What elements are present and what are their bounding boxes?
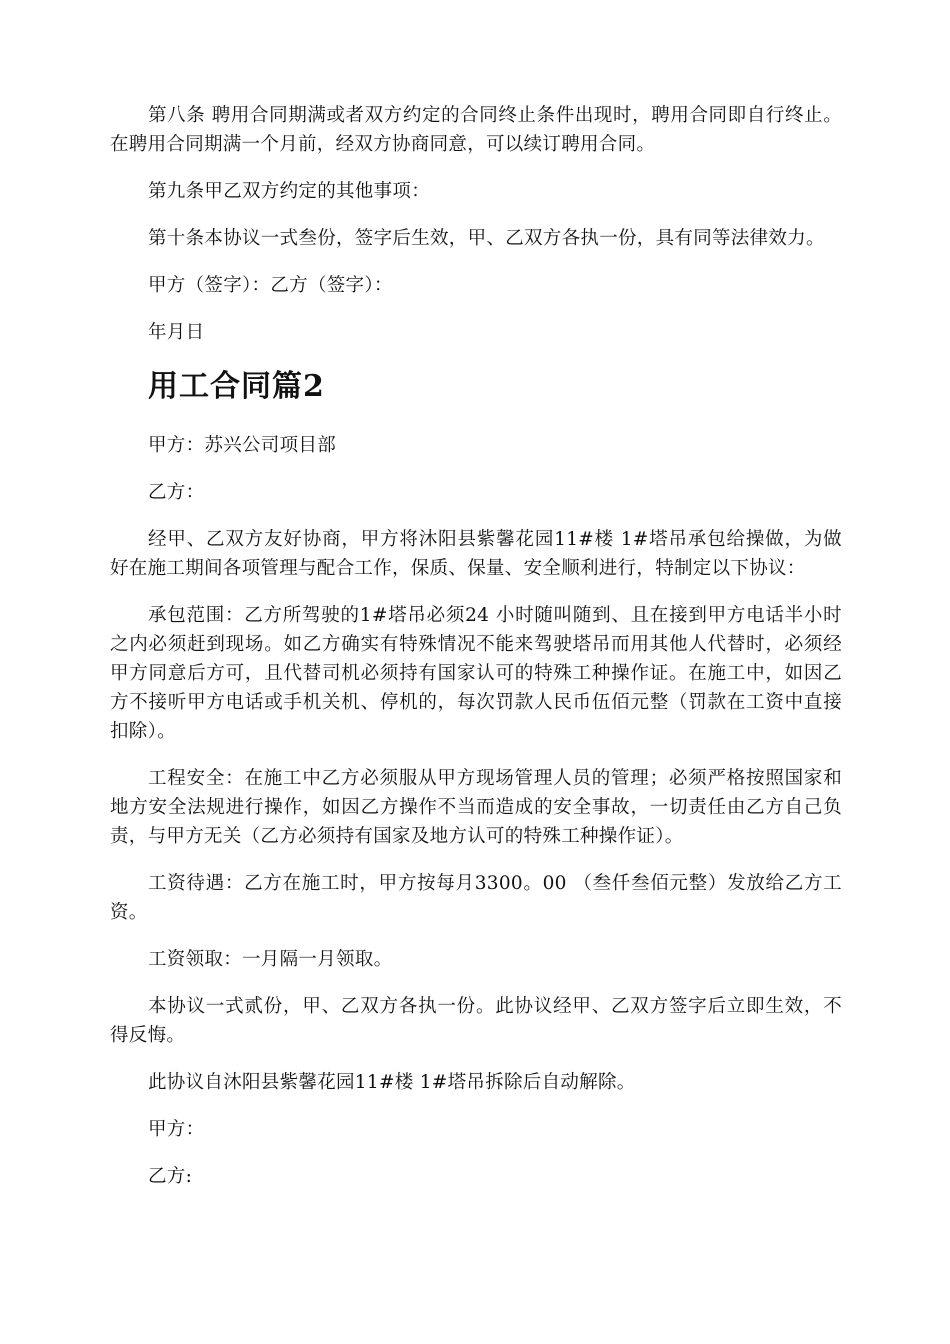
safety-paragraph: 工程安全：在施工中乙方必须服从甲方现场管理人员的管理；必须严格按照国家和地方安全法规进行操作，如因乙方操作不当而造成的安全事故，一切责任由乙方自己负责，与甲方无关（乙方必须持有国家及地方认可的特殊工种操作证）。 <box>110 768 842 847</box>
party-a-line: 甲方：苏兴公司项目部 <box>148 435 337 456</box>
scope-paragraph: 承包范围：乙方所驾驶的1#塔吊必须24 小时随叫随到、且在接到甲方电话半小时之内必须赶到现场。如乙方确实有特殊情况不能来驾驶塔吊而用其他人代替时，必须经甲方同意后方可，且代替司机必须持有国家认可的特殊工种操作证。在施工中，如因乙方不接听甲方电话或手机关机、停机的，每次罚款人民币伍佰元整（罚款在工资中直接扣除）。 <box>110 605 842 742</box>
section-title: 用工合同篇2 <box>148 369 325 404</box>
document-body <box>110 101 842 1209</box>
party-a-signature: 甲方： <box>148 1119 205 1140</box>
signature-line: 甲方（签字）：乙方（签字）： <box>148 275 393 296</box>
termination-paragraph: 此协议自沐阳县紫馨花园11#楼 1#塔吊拆除后自动解除。 <box>148 1072 636 1093</box>
copies-paragraph: 本协议一式贰份，甲、乙双方各执一份。此协议经甲、乙双方签字后立即生效，不得反悔。 <box>110 996 842 1046</box>
date-line: 年月日 <box>148 322 205 343</box>
wage-paragraph: 工资待遇：乙方在施工时，甲方按每月3300。00 （叁仟叁佰元整）发放给乙方工资。 <box>110 873 842 923</box>
clause-9-paragraph: 第九条甲乙双方约定的其他事项： <box>148 181 431 202</box>
wage-collection-paragraph: 工资领取：一月隔一月领取。 <box>148 949 393 970</box>
clause-8-paragraph: 第八条 聘用合同期满或者双方约定的合同终止条件出现时，聘用合同即自行终止。在聘用合同期满一个月前，经双方协商同意，可以续订聘用合同。 <box>110 105 842 155</box>
intro-paragraph: 经甲、乙双方友好协商，甲方将沐阳县紫馨花园11#楼 1#塔吊承包给操做，为做好在施工期间各项管理与配合工作，保质、保量、安全顺利进行，特制定以下协议： <box>110 529 842 579</box>
party-b-line: 乙方： <box>148 482 205 503</box>
clause-10-paragraph: 第十条本协议一式叁份，签字后生效，甲、乙双方各执一份，具有同等法律效力。 <box>148 228 825 249</box>
party-b-signature: 乙方: <box>148 1166 193 1187</box>
